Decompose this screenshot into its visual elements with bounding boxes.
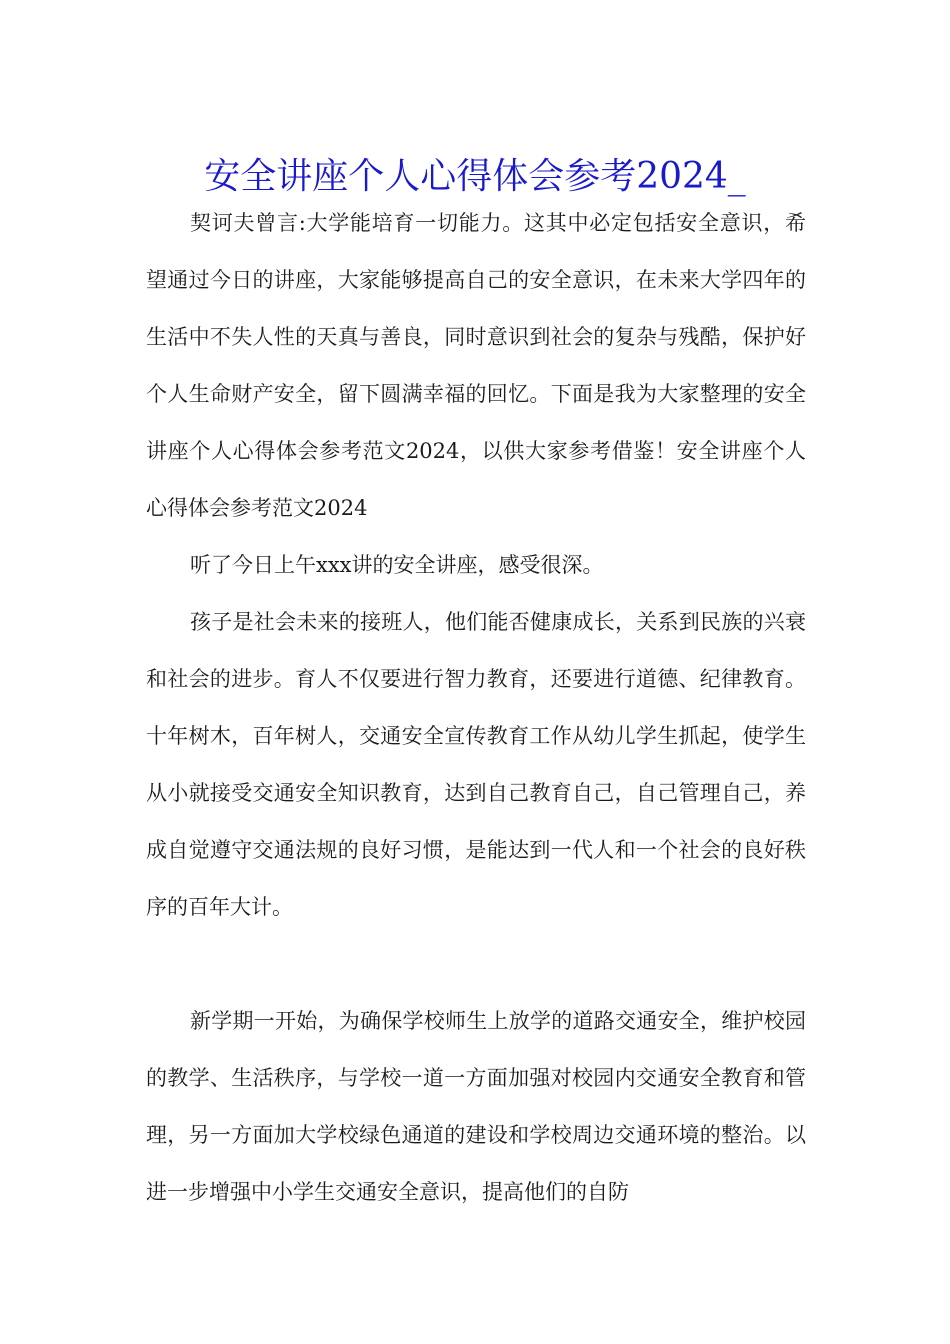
document-body xyxy=(146,195,806,1221)
paragraph-intro: 契诃夫曾言:大学能培育一切能力。这其中必定包括安全意识，希望通过今日的讲座，大家能够提高自己的安全意识，在未来大学四年的生活中不失人性的天真与善良，同时意识到社会的复杂与残酷，保护好个人生命财产安全，留下圆满幸福的回忆。下面是我为大家整理的安全讲座个人心得体会参考范文2024，以供大家参考借鉴！安全讲座个人心得体会参考范文2024 xyxy=(146,211,806,520)
paragraph-lecture: 听了今日上午xxx讲的安全讲座，感受很深。 xyxy=(190,553,604,577)
document-title: 安全讲座个人心得体会参考2024_ xyxy=(204,156,746,198)
paragraph-new-semester: 新学期一开始，为确保学校师生上放学的道路交通安全，维护校园的教学、生活秩序，与学校一道一方面加强对校园内交通安全教育和管理，另一方面加大学校绿色通道的建设和学校周边交通环境的整治。以进一步增强中小学生交通安全意识，提高他们的自防 xyxy=(146,1009,806,1204)
paragraph-children: 孩子是社会未来的接班人，他们能否健康成长，关系到民族的兴衰和社会的进步。育人不仅要进行智力教育，还要进行道德、纪律教育。十年树木，百年树人，交通安全宣传教育工作从幼儿学生抓起，使学生从小就接受交通安全知识教育，达到自己教育自己，自己管理自己，养成自觉遵守交通法规的良好习惯，是能达到一代人和一个社会的良好秩序的百年大计。 xyxy=(146,610,806,919)
